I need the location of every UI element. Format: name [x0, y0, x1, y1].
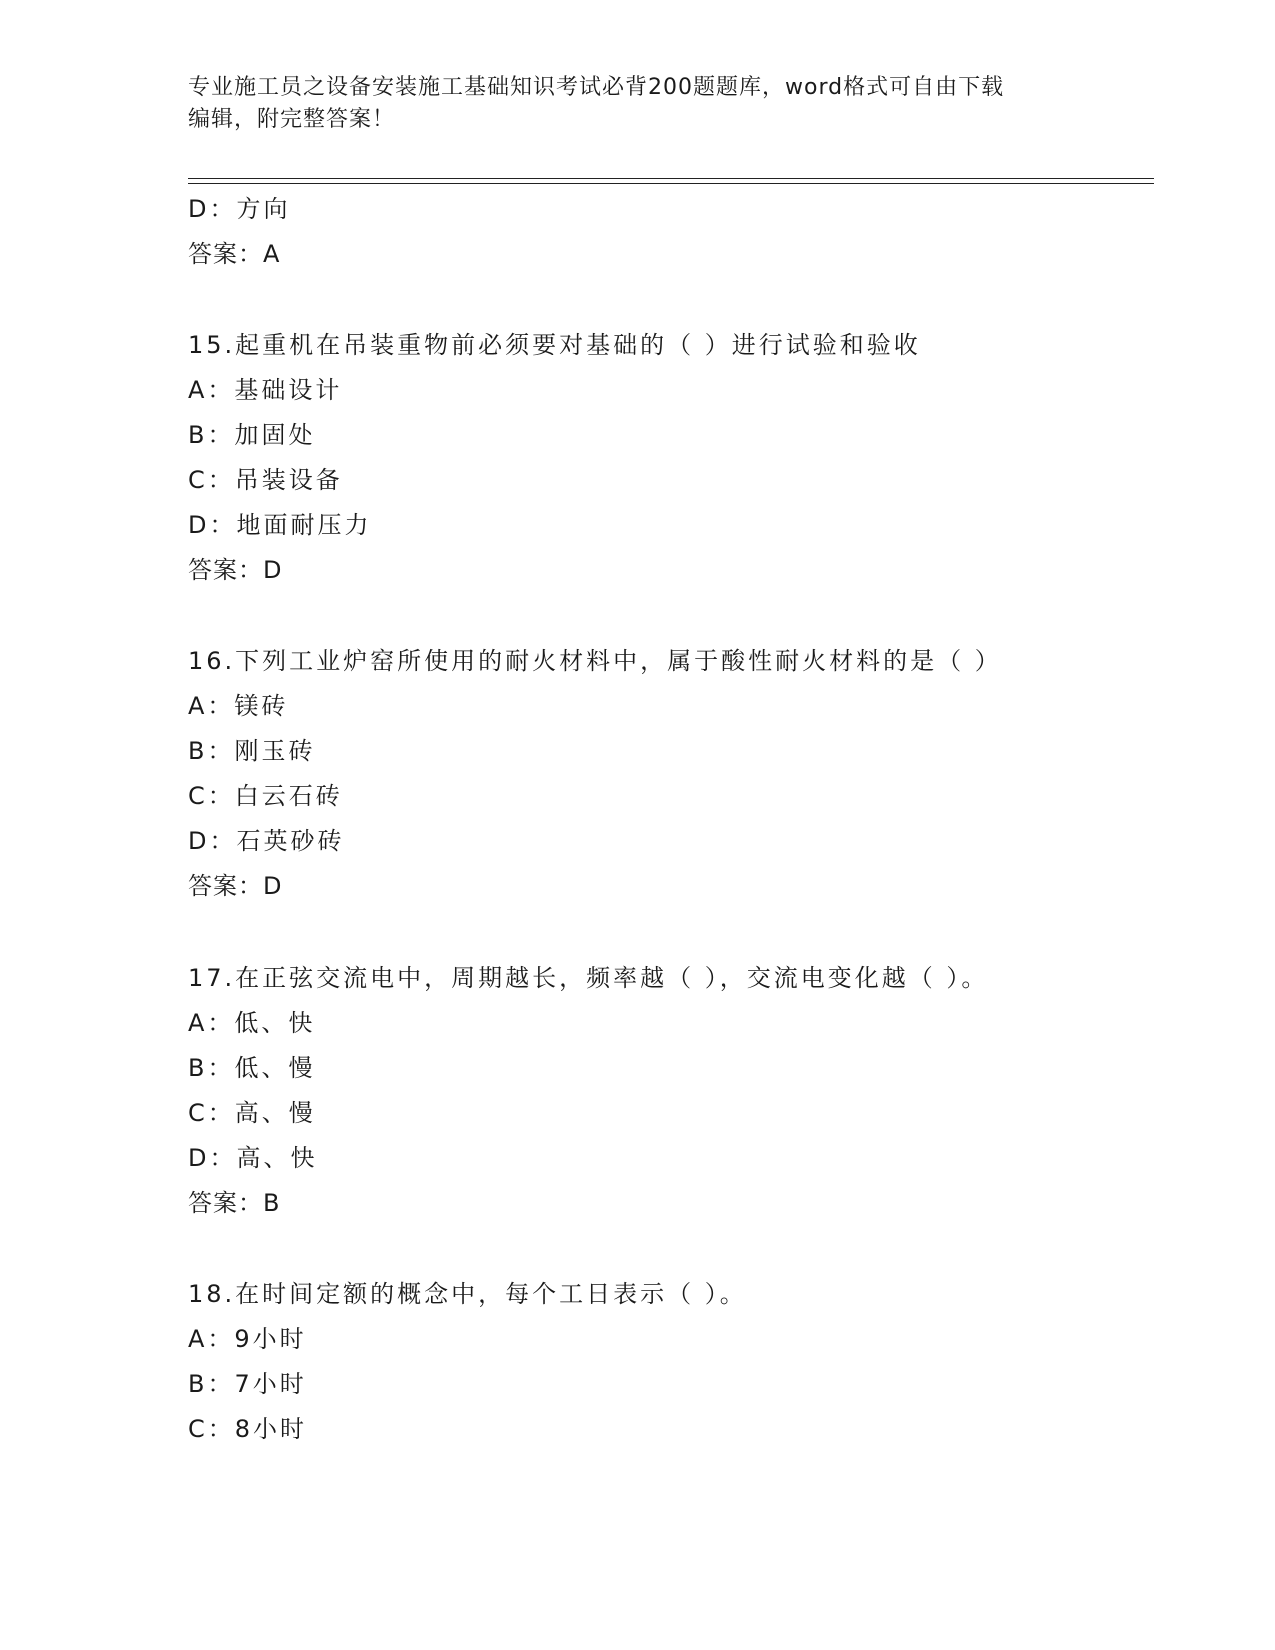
header-title-line2: 编辑，附完整答案！ — [188, 107, 396, 132]
q15-stem: 15.起重机在吊装重物前必须要对基础的（ ）进行试验和验收 — [188, 331, 921, 359]
q16-option-a: A：镁砖 — [188, 692, 289, 720]
q16-option-c: C：白云石砖 — [188, 782, 343, 810]
q18-option-a: A：9小时 — [188, 1325, 307, 1353]
q16-stem: 16.下列工业炉窑所使用的耐火材料中，属于酸性耐火材料的是（ ） — [188, 647, 1002, 675]
q15-answer: 答案：D — [188, 556, 283, 584]
header-title-line1: 专业施工员之设备安装施工基础知识考试必背200题题库，word格式可自由下载 — [188, 75, 1005, 100]
q17-option-a: A：低、快 — [188, 1009, 316, 1037]
q17-answer: 答案：B — [188, 1189, 281, 1217]
q16-option-b: B：刚玉砖 — [188, 737, 316, 765]
q17-option-b: B：低、慢 — [188, 1054, 316, 1082]
q18-option-b: B：7小时 — [188, 1370, 307, 1398]
header-divider-top — [188, 178, 1154, 179]
q14-option-d: D：方向 — [188, 195, 291, 223]
q18-option-c: C：8小时 — [188, 1415, 308, 1443]
q15-option-c: C：吊装设备 — [188, 466, 343, 494]
q17-option-c: C：高、慢 — [188, 1099, 316, 1127]
document-header — [188, 72, 1068, 136]
q16-answer: 答案：D — [188, 872, 283, 900]
q15-option-d: D：地面耐压力 — [188, 511, 372, 539]
header-divider-bottom — [188, 183, 1154, 184]
q17-option-d: D：高、快 — [188, 1144, 318, 1172]
q17-stem: 17.在正弦交流电中，周期越长，频率越（ ），交流电变化越（ ）。 — [188, 964, 989, 992]
q15-option-b: B：加固处 — [188, 421, 316, 449]
q15-option-a: A：基础设计 — [188, 376, 343, 404]
q16-option-d: D：石英砂砖 — [188, 827, 345, 855]
q14-answer: 答案：A — [188, 240, 281, 268]
q18-stem: 18.在时间定额的概念中，每个工日表示（ ）。 — [188, 1280, 747, 1308]
